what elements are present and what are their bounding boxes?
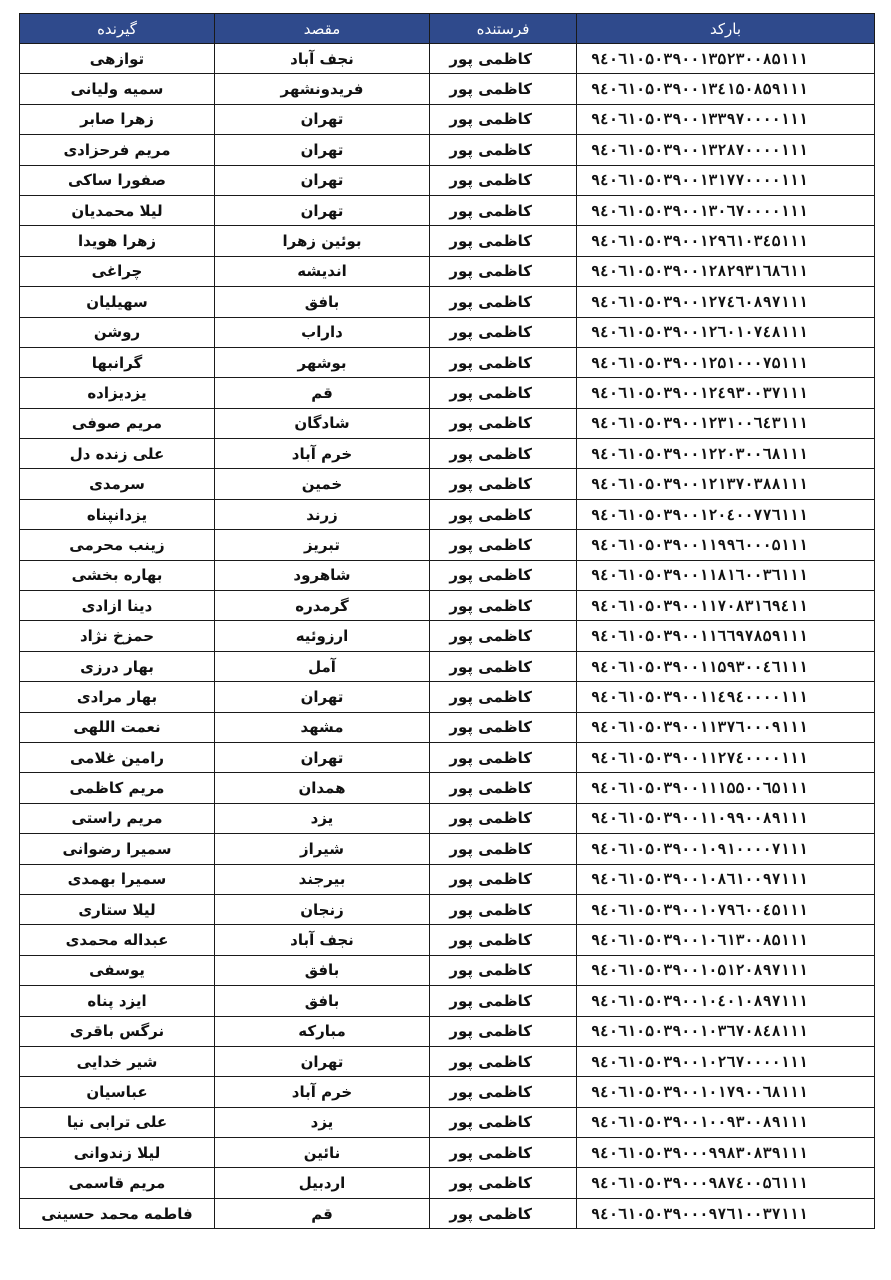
receiver-cell: مریم صوفی (20, 408, 215, 438)
sender-cell: کاظمی پور (430, 834, 577, 864)
table-body (20, 44, 875, 1229)
table-row (20, 682, 875, 712)
receiver-cell: سرمدی (20, 469, 215, 499)
receiver-cell: گرانبها (20, 347, 215, 377)
table-row (20, 44, 875, 74)
receiver-cell: یزدیزاده (20, 378, 215, 408)
destination-cell: اردبیل (215, 1168, 430, 1198)
table-row (20, 773, 875, 803)
table-row (20, 1077, 875, 1107)
sender-cell: کاظمی پور (430, 104, 577, 134)
sender-cell: کاظمی پور (430, 287, 577, 317)
sender-cell: کاظمی پور (430, 1046, 577, 1076)
sender-cell: کاظمی پور (430, 469, 577, 499)
barcode-cell: ۹٤۰٦۱۰۵۰۳۹۰۰۰۹۸۷٤۰۰۵٦۱۱۱ (577, 1168, 875, 1198)
table-row (20, 1138, 875, 1168)
barcode-cell: ۹٤۰٦۱۰۵۰۳۹۰۰۱۳۰٦۷۰۰۰۰۱۱۱ (577, 195, 875, 225)
sender-cell: کاظمی پور (430, 986, 577, 1016)
table-row (20, 834, 875, 864)
destination-cell: نائین (215, 1138, 430, 1168)
destination-cell: بافق (215, 955, 430, 985)
barcode-cell: ۹٤۰٦۱۰۵۰۳۹۰۰۱۲۰٤۰۰۷۷٦۱۱۱ (577, 499, 875, 529)
table-row (20, 651, 875, 681)
barcode-cell: ۹٤۰٦۱۰۵۰۳۹۰۰۱۳۱۷۷۰۰۰۰۱۱۱ (577, 165, 875, 195)
destination-cell: زنجان (215, 894, 430, 924)
destination-cell: بیرجند (215, 864, 430, 894)
destination-cell: ارزوئیه (215, 621, 430, 651)
table-row (20, 317, 875, 347)
destination-cell: تبریز (215, 530, 430, 560)
sender-cell: کاظمی پور (430, 894, 577, 924)
receiver-cell: زهرا صابر (20, 104, 215, 134)
receiver-cell: لیلا ستاری (20, 894, 215, 924)
receiver-cell: سهیلیان (20, 287, 215, 317)
destination-cell: یزد (215, 1107, 430, 1137)
barcode-cell: ۹٤۰٦۱۰۵۰۳۹۰۰۱۲۱۳۷۰۳۸۸۱۱۱ (577, 469, 875, 499)
barcode-cell: ۹٤۰٦۱۰۵۰۳۹۰۰۰۹۹۸۳۰۸۳۹۱۱۱ (577, 1138, 875, 1168)
receiver-cell: حمزخ نژاد (20, 621, 215, 651)
table-row (20, 530, 875, 560)
receiver-cell: بهاره بخشی (20, 560, 215, 590)
barcode-cell: ۹٤۰٦۱۰۵۰۳۹۰۰۱۰٦۱۳۰۰۸۵۱۱۱ (577, 925, 875, 955)
table-row (20, 986, 875, 1016)
barcode-cell: ۹٤۰٦۱۰۵۰۳۹۰۰۱۱۲۷٤۰۰۰۰۱۱۱ (577, 742, 875, 772)
sender-cell: کاظمی پور (430, 560, 577, 590)
shipment-table (19, 13, 875, 1229)
receiver-cell: عبداله محمدی (20, 925, 215, 955)
sender-cell: کاظمی پور (430, 226, 577, 256)
table-row (20, 712, 875, 742)
table-row (20, 104, 875, 134)
table-row (20, 1107, 875, 1137)
receiver-cell: زینب محرمی (20, 530, 215, 560)
table-row (20, 256, 875, 286)
barcode-cell: ۹٤۰٦۱۰۵۰۳۹۰۰۱۱۱۵۵۰۰٦۵۱۱۱ (577, 773, 875, 803)
sender-cell: کاظمی پور (430, 74, 577, 104)
table-row (20, 408, 875, 438)
barcode-cell: ۹٤۰٦۱۰۵۰۳۹۰۰۱۰۲٦۷۰۰۰۰۱۱۱ (577, 1046, 875, 1076)
table-row (20, 469, 875, 499)
sender-cell: کاظمی پور (430, 1138, 577, 1168)
barcode-cell: ۹٤۰٦۱۰۵۰۳۹۰۰۱۰۷۹٦۰۰٤۵۱۱۱ (577, 894, 875, 924)
sender-cell: کاظمی پور (430, 591, 577, 621)
destination-cell: نجف آباد (215, 44, 430, 74)
receiver-cell: رامین غلامی (20, 742, 215, 772)
sender-cell: کاظمی پور (430, 439, 577, 469)
receiver-cell: ایزد پناه (20, 986, 215, 1016)
destination-cell: خرم آباد (215, 1077, 430, 1107)
receiver-cell: زهرا هویدا (20, 226, 215, 256)
destination-cell: خرم آباد (215, 439, 430, 469)
header-barcode: بارکد (577, 14, 875, 44)
barcode-cell: ۹٤۰٦۱۰۵۰۳۹۰۰۱۳۵۲۳۰۰۸۵۱۱۱ (577, 44, 875, 74)
destination-cell: قم (215, 1198, 430, 1228)
receiver-cell: نعمت اللهی (20, 712, 215, 742)
barcode-cell: ۹٤۰٦۱۰۵۰۳۹۰۰۱۲۹٦۱۰۳٤۵۱۱۱ (577, 226, 875, 256)
barcode-cell: ۹٤۰٦۱۰۵۰۳۹۰۰۱۱۹۹٦۰۰۰۵۱۱۱ (577, 530, 875, 560)
receiver-cell: بهار درزی (20, 651, 215, 681)
table-row (20, 925, 875, 955)
sender-cell: کاظمی پور (430, 864, 577, 894)
table-row (20, 894, 875, 924)
barcode-cell: ۹٤۰٦۱۰۵۰۳۹۰۰۱۱۵۹۳۰۰٤٦۱۱۱ (577, 651, 875, 681)
barcode-cell: ۹٤۰٦۱۰۵۰۳۹۰۰۱۱۳۷٦۰۰۰۹۱۱۱ (577, 712, 875, 742)
receiver-cell: عباسیان (20, 1077, 215, 1107)
sender-cell: کاظمی پور (430, 773, 577, 803)
barcode-cell: ۹٤۰٦۱۰۵۰۳۹۰۰۱۱٤۹٤۰۰۰۰۱۱۱ (577, 682, 875, 712)
receiver-cell: مریم راستی (20, 803, 215, 833)
barcode-cell: ۹٤۰٦۱۰۵۰۳۹۰۰۱۳۳۹۷۰۰۰۰۱۱۱ (577, 104, 875, 134)
destination-cell: همدان (215, 773, 430, 803)
table-row (20, 287, 875, 317)
header-destination: مقصد (215, 14, 430, 44)
sender-cell: کاظمی پور (430, 955, 577, 985)
receiver-cell: مریم فرحزادی (20, 135, 215, 165)
receiver-cell: لیلا محمدیان (20, 195, 215, 225)
header-row (20, 14, 875, 44)
table-row (20, 74, 875, 104)
table-row (20, 560, 875, 590)
destination-cell: تهران (215, 1046, 430, 1076)
sender-cell: کاظمی پور (430, 742, 577, 772)
table-row (20, 1046, 875, 1076)
table-row (20, 195, 875, 225)
barcode-cell: ۹٤۰٦۱۰۵۰۳۹۰۰۱۲٦۰۱۰۷٤۸۱۱۱ (577, 317, 875, 347)
sender-cell: کاظمی پور (430, 44, 577, 74)
destination-cell: تهران (215, 195, 430, 225)
destination-cell: داراب (215, 317, 430, 347)
destination-cell: بافق (215, 287, 430, 317)
table-row (20, 439, 875, 469)
barcode-cell: ۹٤۰٦۱۰۵۰۳۹۰۰۱۲۷٤٦۰۸۹۷۱۱۱ (577, 287, 875, 317)
table-row (20, 165, 875, 195)
table-row (20, 1016, 875, 1046)
receiver-cell: صفورا ساکی (20, 165, 215, 195)
sender-cell: کاظمی پور (430, 256, 577, 286)
barcode-cell: ۹٤۰٦۱۰۵۰۳۹۰۰۱۱۷۰۸۳۱٦۹٤۱۱ (577, 591, 875, 621)
sender-cell: کاظمی پور (430, 165, 577, 195)
sender-cell: کاظمی پور (430, 682, 577, 712)
barcode-cell: ۹٤۰٦۱۰۵۰۳۹۰۰۱۰٤۰۱۰۸۹۷۱۱۱ (577, 986, 875, 1016)
sender-cell: کاظمی پور (430, 499, 577, 529)
sender-cell: کاظمی پور (430, 135, 577, 165)
table-row (20, 499, 875, 529)
table-row (20, 864, 875, 894)
receiver-cell: مریم کاظمی (20, 773, 215, 803)
receiver-cell: یوسفی (20, 955, 215, 985)
table-row (20, 621, 875, 651)
receiver-cell: روشن (20, 317, 215, 347)
destination-cell: یزد (215, 803, 430, 833)
barcode-cell: ۹٤۰٦۱۰۵۰۳۹۰۰۱۰۳٦۷۰۸٤۸۱۱۱ (577, 1016, 875, 1046)
sender-cell: کاظمی پور (430, 925, 577, 955)
barcode-cell: ۹٤۰٦۱۰۵۰۳۹۰۰۱۲٤۹۳۰۰۳۷۱۱۱ (577, 378, 875, 408)
barcode-cell: ۹٤۰٦۱۰۵۰۳۹۰۰۱۰۵۱۲۰۸۹۷۱۱۱ (577, 955, 875, 985)
receiver-cell: مریم قاسمی (20, 1168, 215, 1198)
destination-cell: تهران (215, 682, 430, 712)
sender-cell: کاظمی پور (430, 408, 577, 438)
destination-cell: اندیشه (215, 256, 430, 286)
table-row (20, 135, 875, 165)
table-row (20, 226, 875, 256)
destination-cell: فریدونشهر (215, 74, 430, 104)
receiver-cell: فاطمه محمد حسینی (20, 1198, 215, 1228)
barcode-cell: ۹٤۰٦۱۰۵۰۳۹۰۰۱۲۲۰۳۰۰٦۸۱۱۱ (577, 439, 875, 469)
destination-cell: خمین (215, 469, 430, 499)
barcode-cell: ۹٤۰٦۱۰۵۰۳۹۰۰۱۱٦٦۹۷۸۵۹۱۱۱ (577, 621, 875, 651)
sender-cell: کاظمی پور (430, 651, 577, 681)
receiver-cell: سمیه ولیانی (20, 74, 215, 104)
destination-cell: مبارکه (215, 1016, 430, 1046)
sender-cell: کاظمی پور (430, 1107, 577, 1137)
receiver-cell: سمیرا بهمدی (20, 864, 215, 894)
destination-cell: بوشهر (215, 347, 430, 377)
receiver-cell: بهار مرادی (20, 682, 215, 712)
sender-cell: کاظمی پور (430, 712, 577, 742)
destination-cell: شادگان (215, 408, 430, 438)
receiver-cell: یزدانپناه (20, 499, 215, 529)
destination-cell: قم (215, 378, 430, 408)
destination-cell: تهران (215, 104, 430, 134)
receiver-cell: شیر خدایی (20, 1046, 215, 1076)
sender-cell: کاظمی پور (430, 1198, 577, 1228)
destination-cell: شیراز (215, 834, 430, 864)
barcode-cell: ۹٤۰٦۱۰۵۰۳۹۰۰۱۲۸۲۹۳۱٦۸٦۱۱ (577, 256, 875, 286)
destination-cell: تهران (215, 135, 430, 165)
sender-cell: کاظمی پور (430, 803, 577, 833)
sender-cell: کاظمی پور (430, 195, 577, 225)
sender-cell: کاظمی پور (430, 1168, 577, 1198)
barcode-cell: ۹٤۰٦۱۰۵۰۳۹۰۰۱۳٤۱۵۰۸۵۹۱۱۱ (577, 74, 875, 104)
receiver-cell: نرگس باقری (20, 1016, 215, 1046)
receiver-cell: سمیرا رضوانی (20, 834, 215, 864)
receiver-cell: چراغی (20, 256, 215, 286)
shipment-table-sheet (19, 13, 874, 1229)
table-row (20, 378, 875, 408)
destination-cell: بوئین زهرا (215, 226, 430, 256)
table-row (20, 1168, 875, 1198)
barcode-cell: ۹٤۰٦۱۰۵۰۳۹۰۰۱۰۱۷۹۰۰٦۸۱۱۱ (577, 1077, 875, 1107)
destination-cell: نجف آباد (215, 925, 430, 955)
receiver-cell: توازهی (20, 44, 215, 74)
header-sender: فرستنده (430, 14, 577, 44)
barcode-cell: ۹٤۰٦۱۰۵۰۳۹۰۰۱۲۳۱۰۰٦٤۳۱۱۱ (577, 408, 875, 438)
table-row (20, 1198, 875, 1228)
destination-cell: مشهد (215, 712, 430, 742)
table-row (20, 347, 875, 377)
receiver-cell: دینا ازادی (20, 591, 215, 621)
sender-cell: کاظمی پور (430, 530, 577, 560)
table-row (20, 742, 875, 772)
sender-cell: کاظمی پور (430, 621, 577, 651)
destination-cell: شاهرود (215, 560, 430, 590)
sender-cell: کاظمی پور (430, 347, 577, 377)
destination-cell: بافق (215, 986, 430, 1016)
sender-cell: کاظمی پور (430, 378, 577, 408)
receiver-cell: علی زنده دل (20, 439, 215, 469)
destination-cell: آمل (215, 651, 430, 681)
barcode-cell: ۹٤۰٦۱۰۵۰۳۹۰۰۱۲۵۱۰۰۰۷۵۱۱۱ (577, 347, 875, 377)
sender-cell: کاظمی پور (430, 317, 577, 347)
barcode-cell: ۹٤۰٦۱۰۵۰۳۹۰۰۰۹۷٦۱۰۰۳۷۱۱۱ (577, 1198, 875, 1228)
sender-cell: کاظمی پور (430, 1016, 577, 1046)
barcode-cell: ۹٤۰٦۱۰۵۰۳۹۰۰۱۰۸٦۱۰۰۹۷۱۱۱ (577, 864, 875, 894)
destination-cell: تهران (215, 165, 430, 195)
destination-cell: تهران (215, 742, 430, 772)
sender-cell: کاظمی پور (430, 1077, 577, 1107)
table-row (20, 803, 875, 833)
barcode-cell: ۹٤۰٦۱۰۵۰۳۹۰۰۱۰۰۹۳۰۰۸۹۱۱۱ (577, 1107, 875, 1137)
barcode-cell: ۹٤۰٦۱۰۵۰۳۹۰۰۱۰۹۱۰۰۰۰۷۱۱۱ (577, 834, 875, 864)
destination-cell: گرمدره (215, 591, 430, 621)
header-receiver: گیرنده (20, 14, 215, 44)
receiver-cell: لیلا زندوانی (20, 1138, 215, 1168)
destination-cell: زرند (215, 499, 430, 529)
receiver-cell: علی ترابی نیا (20, 1107, 215, 1137)
barcode-cell: ۹٤۰٦۱۰۵۰۳۹۰۰۱۳۲۸۷۰۰۰۰۱۱۱ (577, 135, 875, 165)
table-row (20, 955, 875, 985)
barcode-cell: ۹٤۰٦۱۰۵۰۳۹۰۰۱۱۸۱٦۰۰۳٦۱۱۱ (577, 560, 875, 590)
barcode-cell: ۹٤۰٦۱۰۵۰۳۹۰۰۱۱۰۹۹۰۰۸۹۱۱۱ (577, 803, 875, 833)
table-row (20, 591, 875, 621)
